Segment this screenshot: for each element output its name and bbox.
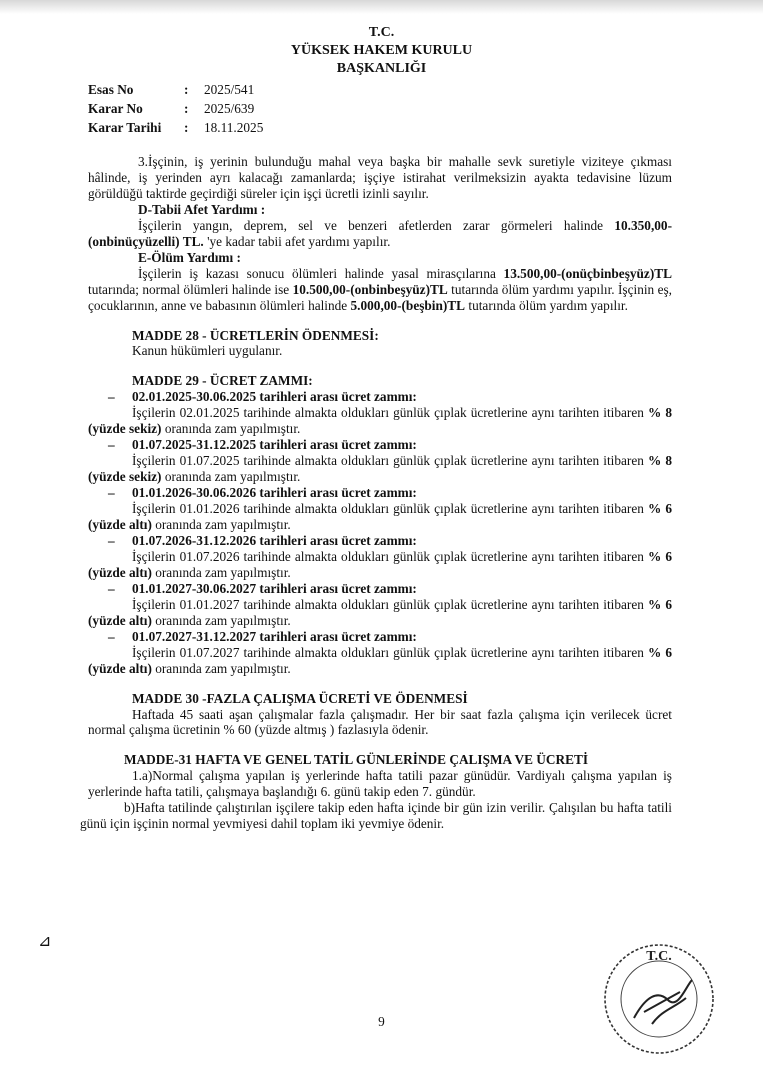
death-amount-3: 5.000,00-(beşbin)TL <box>350 297 466 313</box>
case-info-row <box>88 99 263 118</box>
header-line-1: T.C. <box>368 25 395 40</box>
wage-text-a: İşçilerin 02.01.2025 tarihinde almakta oldukları günlük çıplak ücretlerine aynı tarihten itibaren <box>132 405 648 421</box>
wage-increase-item <box>88 629 672 677</box>
wage-increase-text <box>88 645 672 677</box>
wage-text-a: İşçilerin 01.07.2027 tarihinde almakta oldukları günlük çıplak ücretlerine aynı tarihten itibaren <box>132 644 648 660</box>
wage-text-b: oranında zam yapılmıştır. <box>151 564 291 580</box>
wage-increase-text <box>88 453 672 485</box>
death-amount-1: 13.500,00-(onüçbinbeşyüz)TL <box>503 265 672 281</box>
seal-text: T.C. <box>646 949 672 964</box>
wage-text-b: oranında zam yapılmıştır. <box>151 517 291 533</box>
spacer <box>88 359 672 373</box>
article-31-title: MADDE-31 HAFTA VE GENEL TATİL GÜNLERİNDE ÇALIŞMA VE ÜCRETİ <box>124 752 588 768</box>
disaster-text-a: İşçilerin yangın, deprem, sel ve benzeri afetlerden zarar görmeleri halinde <box>138 217 615 233</box>
article-28-title: MADDE 28 - ÜCRETLERİN ÖDENMESİ: <box>132 327 379 343</box>
wage-increase-item <box>88 533 672 581</box>
natural-disaster-title: D-Tabii Afet Yardımı : <box>138 201 266 217</box>
decision-no-value: 2025/639 <box>204 101 255 116</box>
decision-date-sep: : <box>184 120 189 135</box>
article-30-title: MADDE 30 -FAZLA ÇALIŞMA ÜCRETİ VE ÖDENMESİ <box>132 690 468 706</box>
natural-disaster-paragraph <box>88 218 672 250</box>
disaster-text-b: 'ye kadar tabii afet yardımı yapılır. <box>207 233 391 249</box>
case-info-row <box>88 80 263 99</box>
disaster-amount: 10.350,00-(onbinüçyüzelli) TL. <box>88 217 672 249</box>
intro-paragraph: 3.İşçinin, iş yerinin bulunduğu mahal veya başka bir mahalle sevk suretiyle viziteye çıkması hâlinde, iş yerinden ayrı kalacağı zamanlarda; işçiye istirahat verilmeksizin ayakta tedavisine lüzum görüldüğü taktirde geçirdiği süreler için işçi ücretli izinli sayılır. <box>88 154 672 201</box>
death-aid-paragraph <box>88 266 672 314</box>
wage-increase-text <box>88 501 672 533</box>
spacer <box>88 314 672 328</box>
wage-text-a: İşçilerin 01.07.2026 tarihinde almakta oldukları günlük çıplak ücretlerine aynı tarihten itibaren <box>132 548 648 564</box>
death-text-2: tutarında; normal ölümleri halinde ise <box>88 281 293 297</box>
wage-rate: % 6 (yüzde altı) <box>88 644 672 676</box>
wage-increase-item <box>88 389 672 437</box>
wage-increase-text <box>88 549 672 581</box>
decision-date-label: Karar Tarihi <box>88 120 162 135</box>
article-29-title: MADDE 29 - ÜCRET ZAMMI: <box>132 373 313 389</box>
wage-increase-period: – 01.07.2026-31.12.2026 tarihleri arası ücret zammı: <box>88 533 672 549</box>
death-aid-title: E-Ölüm Yardımı : <box>138 249 241 265</box>
case-info-row <box>88 118 263 137</box>
margin-arrow-mark: ⊿ <box>38 933 52 950</box>
wage-text-b: oranında zam yapılmıştır. <box>151 612 291 628</box>
wage-increase-period: – 01.01.2027-30.06.2027 tarihleri arası ücret zammı: <box>88 581 672 597</box>
page-number: 9 <box>378 1014 385 1029</box>
scan-edge-shadow <box>0 0 763 14</box>
wage-rate: % 6 (yüzde altı) <box>88 548 672 580</box>
case-no-value: 2025/541 <box>204 82 255 97</box>
decision-date-value: 18.11.2025 <box>204 120 264 135</box>
wage-text-a: İşçilerin 01.01.2026 tarihinde almakta oldukları günlük çıplak ücretlerine aynı tarihten itibaren <box>132 501 648 517</box>
wage-increase-text <box>88 405 672 437</box>
death-amount-2: 10.500,00-(onbinbeşyüz)TL <box>292 281 448 297</box>
case-no-label: Esas No <box>88 82 134 97</box>
death-text-4: tutarında ölüm yardım yapılır. <box>465 297 628 313</box>
wage-rate: % 6 (yüzde altı) <box>88 596 672 628</box>
wage-increase-period: – 01.01.2026-30.06.2026 tarihleri arası ücret zammı: <box>88 485 672 501</box>
wage-text-b: oranında zam yapılmıştır. <box>161 469 301 485</box>
wage-increase-period: – 01.07.2025-31.12.2025 tarihleri arası ücret zammı: <box>88 437 672 453</box>
document-body <box>80 154 672 832</box>
wage-rate: % 8 (yüzde sekiz) <box>88 453 672 485</box>
wage-text-b: oranında zam yapılmıştır. <box>161 421 301 437</box>
death-text-3: tutarında ölüm yardımı yapılır. İşçinin eş, çocuklarının, anne ve babasının ölümleri halinde <box>88 281 672 313</box>
case-info-block <box>88 80 263 137</box>
wage-text-a: İşçilerin 01.07.2025 tarihinde almakta oldukları günlük çıplak ücretlerine aynı tarihten itibaren <box>132 453 648 469</box>
article-31-paragraph-2: b)Hafta tatilinde çalıştırılan işçilere takip eden hafta içinde bir gün izin verilir. Çalışılan bu hafta tatili günü için işçinin normal yevmiyesi dahil toplam iki yevmiye ödenir. <box>80 800 672 832</box>
article-30-text: Haftada 45 saati aşan çalışmalar fazla çalışmadır. Her bir saat fazla çalışma için verilecek ücret normal çalışma ücretinin % 60 (yüzde altmış ) fazlasıyla ödenir. <box>88 706 672 738</box>
header-line-3: BAŞKANLIĞI <box>336 61 427 76</box>
article-31-paragraph-1: 1.a)Normal çalışma yapılan iş yerlerinde hafta tatili pazar günüdür. Vardiyalı çalışma yapılan iş yerlerinde hafta tatili, çalışmaya başlandığı 6. günü takip eden 7. gündür. <box>88 768 672 800</box>
wage-increase-period: – 01.07.2027-31.12.2027 tarihleri arası ücret zammı: <box>88 629 672 645</box>
header-line-2: YÜKSEK HAKEM KURULU <box>290 43 473 58</box>
article-28-text: Kanun hükümleri uygulanır. <box>132 343 283 359</box>
death-text-1: İşçilerin iş kazası sonucu ölümleri halinde yasal mirasçılarına <box>138 265 504 281</box>
wage-increase-item <box>88 581 672 629</box>
spacer <box>88 738 672 752</box>
wage-text-a: İşçilerin 01.01.2027 tarihinde almakta oldukları günlük çıplak ücretlerine aynı tarihten itibaren <box>132 596 648 612</box>
wage-increase-text <box>88 597 672 629</box>
wage-increase-item <box>88 437 672 485</box>
wage-increase-period: – 02.01.2025-30.06.2025 tarihleri arası ücret zammı: <box>88 389 672 405</box>
wage-rate: % 8 (yüzde sekiz) <box>88 405 672 437</box>
wage-rate: % 6 (yüzde altı) <box>88 501 672 533</box>
spacer <box>88 677 672 691</box>
wage-text-b: oranında zam yapılmıştır. <box>151 660 291 676</box>
document-header <box>0 24 763 78</box>
decision-no-sep: : <box>184 101 189 116</box>
wage-increase-item <box>88 485 672 533</box>
decision-no-label: Karar No <box>88 101 143 116</box>
official-seal-stamp <box>600 940 718 1058</box>
case-no-sep: : <box>184 82 189 97</box>
